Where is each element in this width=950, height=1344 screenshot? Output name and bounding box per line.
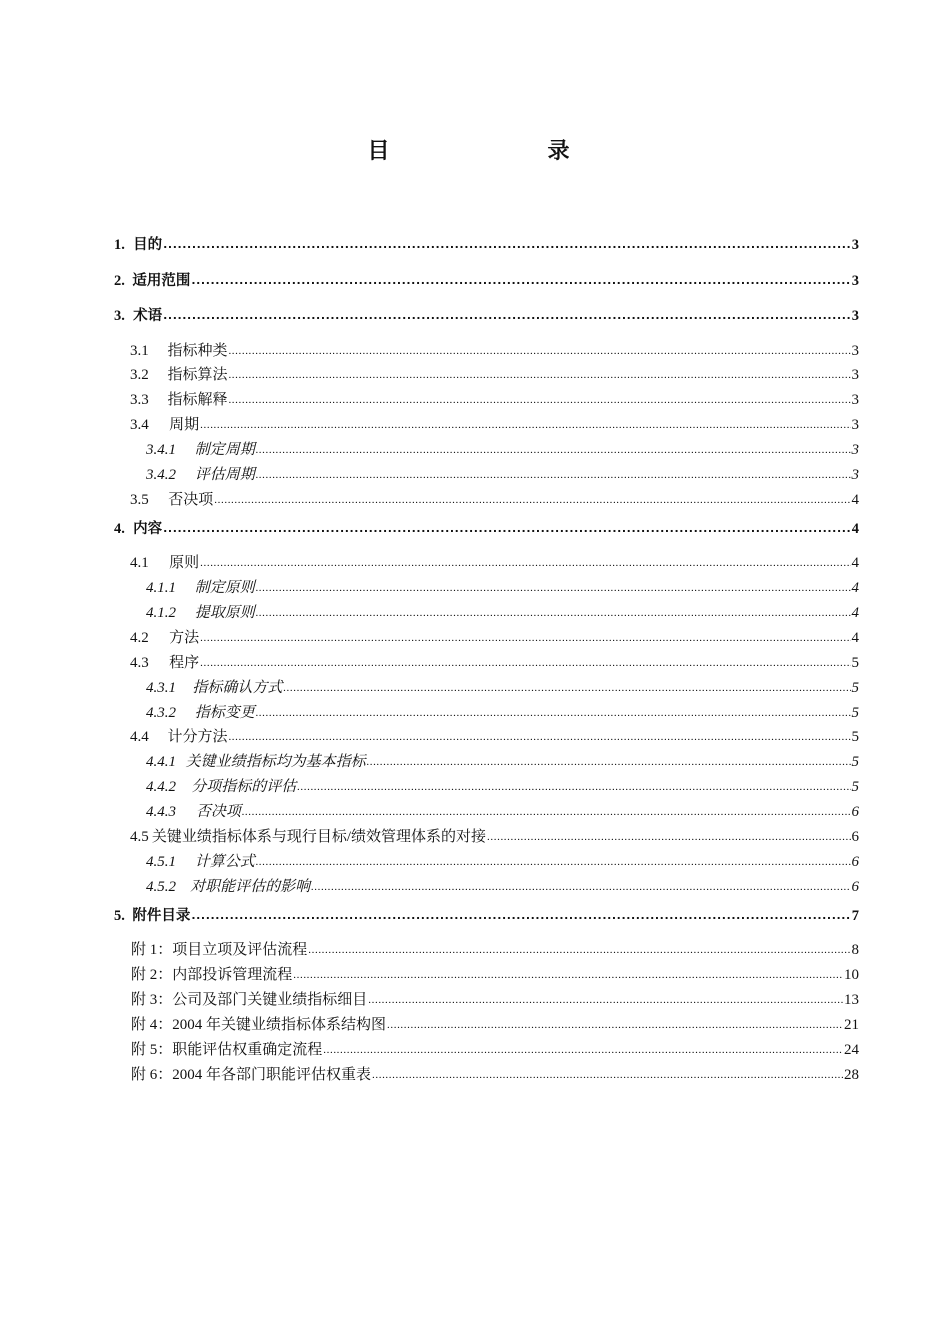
- dot-leader: [293, 966, 843, 983]
- toc-entry[interactable]: [114, 850, 859, 875]
- toc-entry-number: 4.4.2: [146, 779, 176, 796]
- toc-entry-label: 关键业绩指标体系与现行目标/绩效管理体系的对接: [151, 829, 487, 846]
- toc-entry-page: 5: [851, 679, 859, 696]
- toc-entry-page: 5: [851, 779, 859, 796]
- toc-entry-page: 6: [851, 804, 859, 821]
- toc-entry[interactable]: [114, 576, 859, 601]
- toc-entry-number: 3.4.1: [146, 442, 176, 459]
- toc-entry-number: 3.1: [130, 342, 149, 359]
- toc-entry-label: 评估周期: [194, 466, 255, 483]
- toc-entry[interactable]: [114, 1013, 859, 1038]
- toc-entry[interactable]: [114, 488, 859, 513]
- toc-entry-page: 4: [851, 491, 859, 508]
- dot-leader: [191, 907, 850, 923]
- toc-entry[interactable]: [114, 303, 859, 339]
- toc-entry-label: 方法: [169, 629, 200, 646]
- toc-entry[interactable]: [114, 232, 859, 268]
- toc-entry-label: 计算公式: [194, 853, 255, 870]
- toc-entry-page: 5: [851, 704, 859, 721]
- toc-entry[interactable]: [114, 725, 859, 750]
- toc-entry-label: 程序: [169, 654, 200, 671]
- dot-leader: [308, 941, 850, 958]
- toc-entry-label: 原则: [169, 555, 200, 572]
- toc-entry-number: 4.3.1: [146, 679, 176, 696]
- toc-entry-number: 4.4.1: [146, 754, 176, 771]
- dot-leader: [297, 778, 850, 795]
- dot-leader: [200, 416, 850, 433]
- dot-leader: [311, 878, 850, 895]
- dot-leader: [228, 391, 850, 408]
- toc-entry-label: 内容: [133, 520, 163, 537]
- toc-entry-page: 3: [851, 272, 859, 289]
- toc-entry[interactable]: [114, 825, 859, 850]
- toc-entry[interactable]: [114, 438, 859, 463]
- dot-leader: [256, 704, 851, 721]
- dot-leader: [372, 1066, 843, 1083]
- toc-entry-number: 3.3: [130, 392, 149, 409]
- dot-leader: [368, 991, 843, 1008]
- toc-entry-number: 4.2: [130, 629, 149, 646]
- toc-entry[interactable]: [114, 1063, 859, 1088]
- dot-leader: [367, 753, 851, 770]
- toc-entry[interactable]: [114, 750, 859, 775]
- toc-entry-number: 3.4.2: [146, 466, 176, 483]
- toc-entry[interactable]: [114, 676, 859, 701]
- toc-entry[interactable]: [114, 601, 859, 626]
- toc-entry-label: 术语: [133, 308, 163, 324]
- dot-leader: [242, 803, 851, 820]
- toc-entry-page: 6: [851, 878, 859, 895]
- toc-entry-label: 制定周期: [194, 442, 255, 459]
- toc-entry-label: 关键业绩指标均为基本指标: [185, 754, 366, 771]
- toc-entry-label: 附 3：公司及部门关键业绩指标细目: [131, 991, 368, 1008]
- table-of-contents: [114, 232, 859, 1088]
- toc-entry-label: 指标算法: [167, 367, 228, 384]
- dot-leader: [200, 654, 850, 671]
- toc-entry-number: 3.2: [130, 367, 149, 384]
- toc-entry-label: 适用范围: [132, 272, 191, 289]
- toc-entry[interactable]: [114, 388, 859, 413]
- toc-entry-page: 28: [844, 1066, 859, 1083]
- toc-entry-number: 3.4: [130, 417, 149, 434]
- dot-leader: [163, 520, 851, 536]
- toc-entry-page: 13: [844, 991, 859, 1008]
- toc-entry-number: 4.4.3: [146, 804, 176, 821]
- toc-entry-page: 3: [851, 392, 859, 409]
- toc-entry-page: 10: [844, 967, 859, 984]
- toc-entry-label: 提取原则: [194, 605, 255, 622]
- toc-entry-page: 5: [851, 654, 859, 671]
- dot-leader: [200, 554, 850, 571]
- toc-entry[interactable]: [114, 626, 859, 651]
- toc-entry-page: 3: [851, 308, 859, 324]
- toc-entry-number: 4.3: [130, 654, 149, 671]
- toc-entry-label: 指标解释: [167, 392, 228, 409]
- toc-entry-page: 3: [851, 417, 859, 434]
- toc-entry-page: 3: [851, 237, 859, 253]
- toc-entry-label: 附 2：内部投诉管理流程: [131, 967, 293, 984]
- dot-leader: [387, 1016, 843, 1033]
- toc-entry-label: 对职能评估的影响: [190, 878, 311, 895]
- toc-entry[interactable]: [114, 463, 859, 488]
- toc-entry[interactable]: [114, 363, 859, 388]
- toc-entry-page: 7: [851, 907, 859, 924]
- dot-leader: [200, 629, 850, 646]
- dot-leader: [256, 466, 851, 483]
- toc-entry-number: 4.5.2: [146, 878, 176, 895]
- toc-entry-number: 4.3.2: [146, 704, 176, 721]
- dot-leader: [256, 579, 851, 596]
- toc-entry-number: 3.5: [130, 491, 149, 508]
- toc-entry-label: 目的: [133, 237, 163, 253]
- toc-entry-label: 否决项: [195, 804, 241, 821]
- dot-leader: [256, 853, 851, 870]
- toc-entry-label: 指标种类: [167, 342, 228, 359]
- dot-leader: [256, 604, 851, 621]
- toc-entry-number: 1.: [114, 237, 125, 253]
- dot-leader: [163, 307, 851, 323]
- dot-leader: [487, 828, 850, 845]
- dot-leader: [228, 366, 850, 383]
- dot-leader: [214, 491, 850, 508]
- toc-entry[interactable]: [114, 775, 859, 800]
- dot-leader: [283, 679, 850, 696]
- toc-entry-label: 指标变更: [194, 704, 255, 721]
- toc-entry[interactable]: [114, 875, 859, 900]
- dot-leader: [323, 1041, 843, 1058]
- dot-leader: [256, 441, 851, 458]
- toc-entry[interactable]: [114, 413, 859, 438]
- toc-entry-number: 4.5.1: [146, 853, 176, 870]
- toc-entry-page: 4: [851, 580, 859, 597]
- toc-entry-page: 21: [844, 1016, 859, 1033]
- toc-entry-page: 24: [844, 1041, 859, 1058]
- dot-leader: [228, 342, 850, 359]
- toc-entry-label: 指标确认方式: [192, 679, 283, 696]
- toc-entry-label: 制定原则: [194, 580, 255, 597]
- toc-entry[interactable]: [114, 701, 859, 726]
- toc-entry-number: 2.: [114, 272, 125, 289]
- toc-entry-label: 附 1：项目立项及评估流程: [131, 942, 308, 959]
- toc-entry-label: 否决项: [168, 491, 214, 508]
- toc-entry-page: 3: [851, 342, 859, 359]
- dot-leader: [191, 272, 850, 288]
- toc-entry[interactable]: [114, 268, 859, 304]
- toc-entry[interactable]: [114, 938, 859, 963]
- toc-entry[interactable]: [114, 516, 859, 552]
- toc-entry-number: 4.5: [130, 829, 149, 846]
- toc-entry-page: 4: [851, 629, 859, 646]
- toc-entry-page: 4: [851, 555, 859, 572]
- toc-entry-label: 计分方法: [167, 729, 228, 746]
- toc-entry-page: 6: [851, 853, 859, 870]
- toc-entry[interactable]: [114, 963, 859, 988]
- toc-entry-page: 3: [851, 466, 859, 483]
- toc-entry-number: 4.1.2: [146, 605, 176, 622]
- page-title: 目 录: [367, 139, 608, 164]
- toc-entry-number: 3.: [114, 308, 125, 324]
- toc-entry-label: 附 6：2004 年各部门职能评估权重表: [131, 1066, 372, 1083]
- toc-entry-number: 4.1.1: [146, 580, 176, 597]
- toc-entry-page: 5: [851, 754, 859, 771]
- toc-entry[interactable]: [114, 903, 859, 939]
- toc-entry-number: 4.1: [130, 555, 149, 572]
- dot-leader: [163, 236, 851, 252]
- toc-entry-page: 6: [851, 829, 859, 846]
- toc-entry[interactable]: [114, 988, 859, 1013]
- toc-entry-page: 4: [851, 520, 859, 537]
- toc-entry-label: 附 4：2004 年关键业绩指标体系结构图: [131, 1016, 387, 1033]
- toc-entry-label: 周期: [169, 417, 200, 434]
- toc-entry[interactable]: [114, 800, 859, 825]
- toc-entry[interactable]: [114, 339, 859, 364]
- toc-entry-label: 附件目录: [132, 907, 191, 924]
- toc-entry-page: 3: [851, 442, 859, 459]
- dot-leader: [228, 728, 850, 745]
- toc-entry[interactable]: [114, 651, 859, 676]
- toc-entry-page: 3: [851, 367, 859, 384]
- toc-entry-page: 5: [851, 729, 859, 746]
- toc-entry[interactable]: [114, 1038, 859, 1063]
- toc-entry-label: 附 5：职能评估权重确定流程: [131, 1041, 323, 1058]
- toc-entry-label: 分项指标的评估: [191, 779, 297, 796]
- toc-entry-page: 8: [851, 942, 859, 959]
- toc-entry-number: 4.4: [130, 729, 149, 746]
- toc-entry[interactable]: [114, 551, 859, 576]
- toc-entry-number: 5.: [114, 907, 125, 924]
- toc-entry-number: 4.: [114, 520, 125, 537]
- toc-entry-page: 4: [851, 605, 859, 622]
